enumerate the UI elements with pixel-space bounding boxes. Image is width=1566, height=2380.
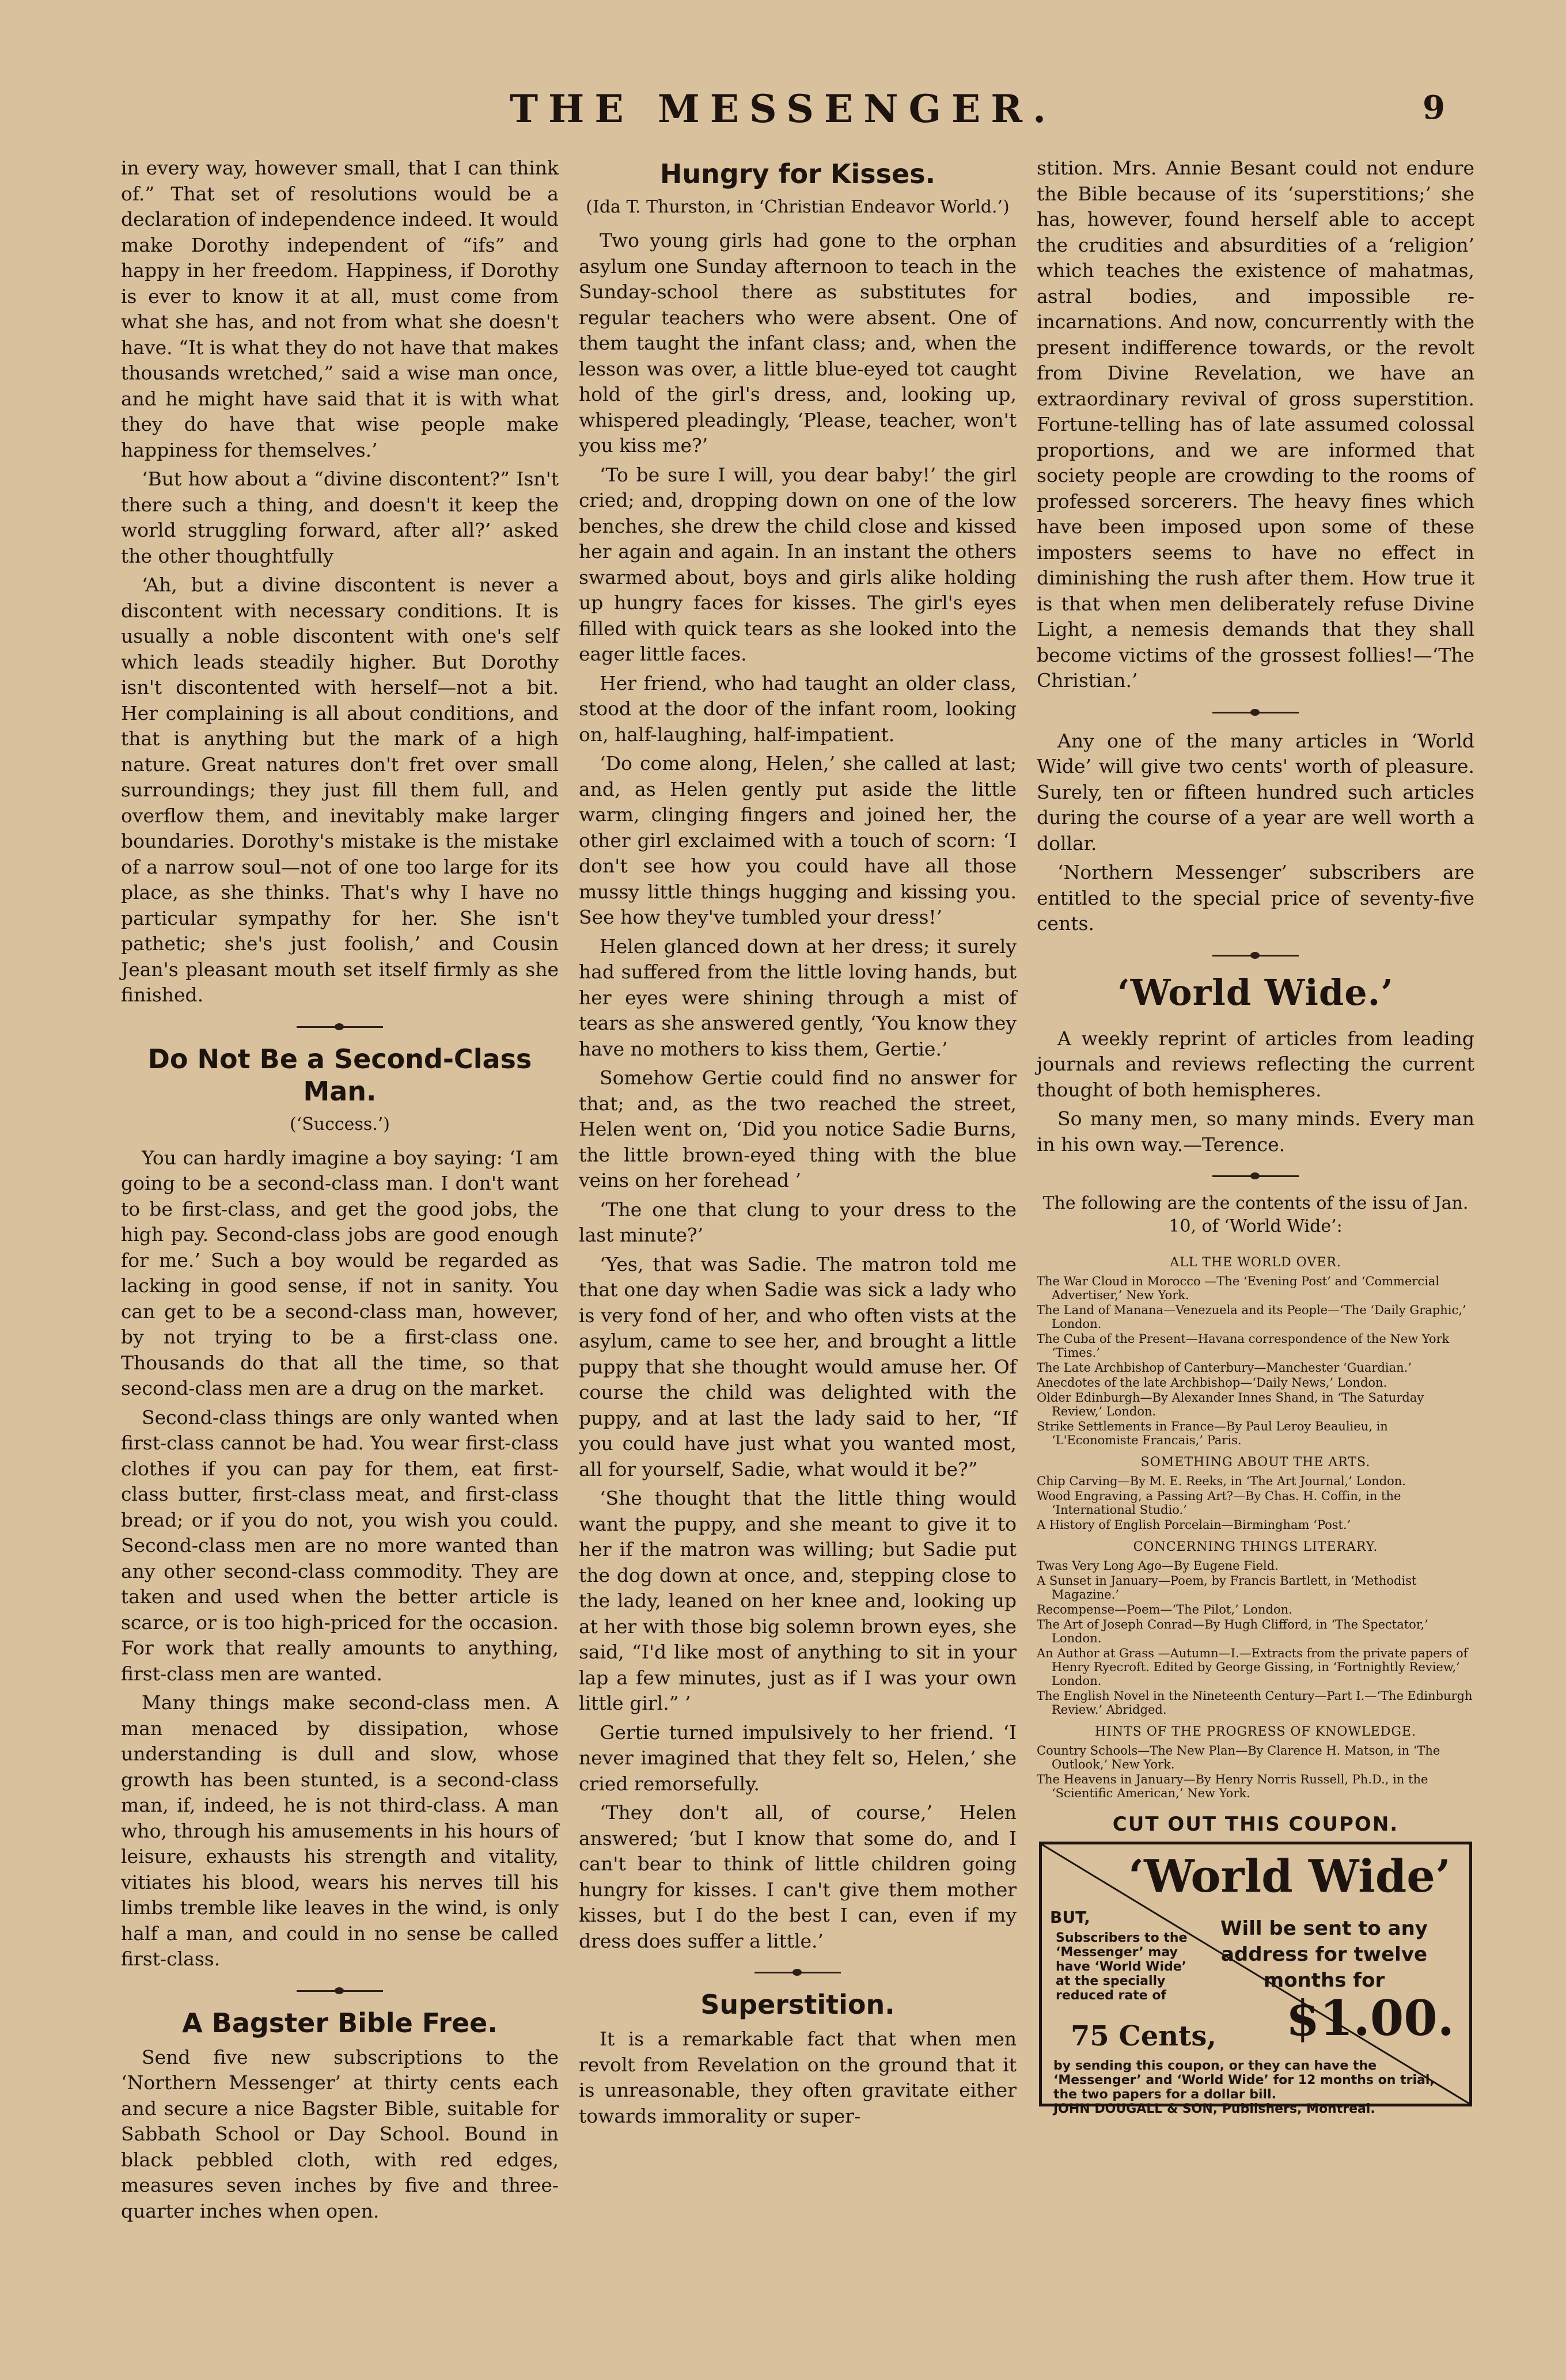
contents-section — [1037, 1725, 1474, 1800]
coupon-reduced-price: 75 Cents, — [1071, 2020, 1217, 2052]
contents-section-title: CONCERNING THINGS LITERARY. — [1133, 1540, 1378, 1554]
article-paragraph: Helen glanced down at her dress; it surely had suffered from the little loving hands, but her eyes were shining through a mist of tears as she answered gently, ‘You know they have no mothers to kiss them, Gertie.’ — [579, 935, 1017, 1060]
contents-item: Strike Settlements in France—By Paul Leroy Beaulieu, in ‘L'Economiste Francais,’ Paris. — [1037, 1419, 1388, 1447]
article-paragraph: Gertie turned impulsively to her friend. ‘I never imagined that they felt so, Helen,’ she cried remorsefully. — [579, 1721, 1017, 1795]
article-heading-second-class: Do Not Be a Second-Class Man. — [147, 1043, 532, 1107]
contents-item: Wood Engraving, a Passing Art?—By Chas. H. Coffin, in the ‘International Studio.’ — [1037, 1489, 1401, 1517]
contents-item: A Sunset in January—Poem, by Francis Bartlett, in ‘Methodist Magazine.’ — [1037, 1574, 1417, 1601]
masthead-title: THE MESSENGER. — [509, 86, 1057, 131]
column-1 — [121, 155, 559, 2280]
article-heading-superstition: Superstition. — [700, 1989, 895, 2020]
contents-section-title: SOMETHING ABOUT THE ARTS. — [1140, 1455, 1371, 1470]
coupon-subscribers-text: Subscribers to the ‘Messenger’ may have ‘World Wide’ at the specially reduced rate of — [1056, 1931, 1188, 2003]
article-paragraph: ‘She thought that the little thing would want the puppy, and she meant to give it to her if the matron was willing; but Sadie put the dog down at once, and, stepping close to the lady, leaned on her knee and, looking up at her with those big solemn brown eyes, she said, “I'd like most of anything to sit in your lap a few minutes, just as if I was your own little girl.” ’ — [579, 1487, 1017, 1714]
article-paragraph: ‘Yes, that was Sadie. The matron told me that one day when Sadie was sick a lady who is very fond of her, and who often vists at the asylum, came to see her, and brought a little puppy that she thought would amuse her. Of course the child was delighted with the puppy, and at last the lady said to her, “If you could have just what you wanted most, all for yourself, Sadie, what would it be?” — [579, 1252, 1017, 1481]
contents-item: Anecdotes of the late Archbishop—‘Daily News,’ London. — [1037, 1376, 1387, 1390]
article-paragraph: Many things make second-class men. A man menaced by dissipation, whose understanding is dull and slow, whose growth has been stunted, is a second-class man, if, indeed, he is not third-class. A man who, through his amusements in his hours of leisure, exhausts his strength and vitality, vitiates his blood, wears his nerves till his limbs tremble like leaves in the wind, is only half a man, and could in no sense be called first-class. — [121, 1691, 559, 1970]
article-paragraph: Somehow Gertie could find no answer for that; and, as the two reached the street, Helen went on, ‘Did you notice Sadie Burns, the little brown-eyed thing with the blue veins on her forehead ’ — [579, 1066, 1017, 1191]
section-divider — [297, 1023, 383, 1030]
contents-item: A History of English Porcelain—Birmingham ‘Post.’ — [1037, 1518, 1351, 1532]
section-divider — [1212, 1172, 1299, 1179]
contents-intro: The following are the contents of the issu of Jan. 10, of ‘World Wide’: — [1042, 1193, 1469, 1236]
contents-item: The Art of Joseph Conrad—By Hugh Clifford, in ‘The Spectator,’ London. — [1037, 1618, 1428, 1645]
contents-item: The Land of Manana—Venezuela and its People—‘The ‘Daily Graphic,’ London. — [1037, 1303, 1466, 1331]
article-source: (‘Success.’) — [289, 1114, 390, 1134]
article-paragraph: Two young girls had gone to the orphan asylum one Sunday afternoon to teach in the Sunday-school there as substitutes for regular teachers who were absent. One of them taught the infant class; and, when the lesson was over, a little blue-eyed tot caught hold of the girl's dress, and, looking up, whispered pleadingly, ‘Please, teacher, won't you kiss me?’ — [579, 229, 1017, 457]
contents-item: An Author at Grass —Autumn—I.—Extracts from the private papers of Henry Ryecroft. Edited by George Gissing, in ‘Fortnightly Review,’ London. — [1037, 1646, 1468, 1688]
article-paragraph: in every way, however small, that I can think of.” That set of resolutions would be a declaration of independence indeed. It would make Dorothy independent of “ifs” and happy in her freedom. Happiness, if Dorothy is ever to know it at all, must come from what she has, and not from what she doesn't have. “It is what they do not have that makes thousands wretched,” said a wise man once, and he might have said that it is with what they do have that wise people make happiness for themselves.’ — [121, 157, 559, 461]
article-heading-bagster: A Bagster Bible Free. — [182, 2007, 498, 2039]
contents-item: Country Schools—The New Plan—By Clarence H. Matson, in ‘The Outlook,’ New York. — [1037, 1744, 1440, 1771]
contents-item: The War Cloud in Morocco —The ‘Evening Post’ and ‘Commercial Advertiser,’ New York. — [1037, 1274, 1440, 1302]
section-divider — [754, 1969, 841, 1976]
notice-paragraph: Any one of the many articles in ‘World Wide’ will give two cents' worth of pleasure. Surely, ten or fifteen hundred such articles during the course of a year are well worth a dollar. — [1037, 729, 1474, 855]
article-paragraph: Second-class things are only wanted when first-class cannot be had. You wear first-class clothes if you can pay for them, eat first-class butter, first-class meat, and first-class bread; or if you do not, you wish you could. Second-class men are no more wanted than any other second-class commodity. They are taken and used when the better article is scarce, or is too high-priced for the occasion. For work that really amounts to anything, first-class men are wanted. — [121, 1406, 559, 1685]
world-wide-heading: ‘World Wide.’ — [1117, 971, 1394, 1014]
section-divider — [1212, 709, 1299, 716]
section-divider — [1212, 952, 1299, 959]
article-paragraph: ‘Do come along, Helen,’ she called at last; and, as Helen gently put aside the little warm, clinging fingers and joined her, the other girl exclaimed with a touch of scorn: ‘I don't see how you could have all those mussy little things hugging and kissing you. See how they've tumbled your dress!’ — [579, 752, 1017, 928]
contents-section-title: HINTS OF THE PROGRESS OF KNOWLEDGE. — [1095, 1725, 1416, 1739]
article-paragraph: Send five new subscriptions to the ‘Northern Messenger’ at thirty cents each and secure a nice Bagster Bible, suitable for Sabbath School or Day School. Bound in black pebbled cloth, with red edges, measures seven inches by five and three-quarter inches when open. — [121, 2045, 559, 2222]
world-wide-coupon[interactable] — [1039, 1842, 1472, 2116]
contents-section — [1037, 1255, 1474, 1447]
contents-section — [1037, 1455, 1474, 1532]
coupon-title: ‘World Wide’ — [1128, 1850, 1451, 1903]
contents-item: Older Edinburgh—By Alexander Innes Shand, in ‘The Saturday Review,’ London. — [1037, 1391, 1424, 1418]
coupon-offer-text: Will be sent to any address for twelve months for — [1220, 1917, 1428, 1992]
contents-item: The Late Archbishop of Canterbury—Manchester ‘Guardian.’ — [1037, 1361, 1412, 1375]
article-paragraph: It is a remarkable fact that when men revolt from Revelation on the ground that it is unreasonable, they often gravitate either towards immorality or super- — [579, 2028, 1017, 2127]
world-wide-paragraph: A weekly reprint of articles from leading journals and reviews reflecting the current thought of both hemispheres. — [1037, 1027, 1474, 1101]
contents-item: Twas Very Long Ago—By Eugene Field. — [1037, 1559, 1279, 1573]
article-paragraph: ‘Ah, but a divine discontent is never a discontent with necessary conditions. It is usually a noble discontent with one's self which leads steadily higher. But Dorothy isn't discontented with herself—not a bit. Her complaining is all about conditions, and that is anything but the mark of a high nature. Great natures don't fret over small surroundings; they just fill them full, and overflow them, and inevitably make larger boundaries. Dorothy's mistake is the mistake of a narrow soul—not of one too large for its place, as she thinks. That's why I have no particular sympathy for her. She isn't pathetic; she's just foolish,’ and Cousin Jean's pleasant mouth set itself firmly as she finished. — [121, 574, 559, 1006]
article-paragraph: ‘To be sure I will, you dear baby!’ the girl cried; and, dropping down on one of the low benches, she drew the child close and kissed her again and again. In an instant the others swarmed about, boys and girls alike holding up hungry faces for kisses. The girl's eyes filled with quick tears as she looked into the eager little faces. — [579, 463, 1017, 665]
article-paragraph: stition. Mrs. Annie Besant could not endure the Bible because of its ‘superstitions;’ she has, however, found herself able to accept the crudities and absurdities of a ‘religion’ which teaches the existence of mahatmas, astral bodies, and impossible re-incarnations. And now, concurrently with the present indifference towards, or the revolt from Divine Revelation, we have an extraordinary revival of gross superstition. Fortune-telling has of late assumed colossal proportions, and we are informed that society people are crowding to the rooms of professed sorcerers. The heavy fines which have been imposed upon some of these imposters seems to have no effect in diminishing the rush after them. How true it is that when men deliberately refuse Divine Light, a nemesis demands that they shall become victims of the grossest follies!—‘The Christian.’ — [1037, 157, 1474, 692]
contents-item: The Heavens in January—By Henry Norris Russell, Ph.D., in the ‘Scientific American,’ New York. — [1037, 1772, 1428, 1800]
coupon-price: $1.00. — [1286, 1990, 1454, 2047]
section-divider — [297, 1987, 383, 1994]
article-paragraph: ‘But how about a “divine discontent?” Isn't there such a thing, and doesn't it keep the world struggling forward, after all?’ asked the other thoughtfully — [121, 468, 559, 567]
coupon-sending-text: by sending this coupon, or they can have the ‘Messenger’ and ‘World Wide’ for 12 months on trial, the two papers for a dollar bill. — [1053, 2059, 1435, 2102]
contents-item: Chip Carving—By M. E. Reeks, in ‘The Art Journal,’ London. — [1037, 1474, 1406, 1488]
column-2 — [579, 155, 1017, 2280]
contents-item: The Cuba of the Present—Havana correspondence of the New York ‘Times.’ — [1037, 1332, 1450, 1360]
coupon-but: BUT, — [1050, 1908, 1090, 1927]
article-source: (Ida T. Thurston, in ‘Christian Endeavor World.’) — [586, 197, 1010, 217]
article-paragraph: ‘They don't all, of course,’ Helen answered; ‘but I know that some do, and I can't bear to think of little children going hungry for kisses. I can't give them mother kisses, but I do the best I can, even if my dress does suffer a little.’ — [579, 1801, 1017, 1952]
column-3 — [1037, 155, 1474, 2280]
article-paragraph: ‘The one that clung to your dress to the last minute?’ — [579, 1198, 1017, 1246]
contents-item: The English Novel in the Nineteenth Century—Part I.—‘The Edinburgh Review.’ Abridged. — [1037, 1689, 1473, 1717]
contents-item: Recompense—Poem—‘The Pilot,’ London. — [1037, 1603, 1292, 1616]
masthead — [0, 86, 1566, 138]
article-paragraph: You can hardly imagine a boy saying: ‘I am going to be a second-class man. I don't want to be first-class, and get the good jobs, the high pay. Second-class jobs are good enough for me.’ Such a boy would be regarded as lacking in good sense, if not in sanity. You can get to be a second-class man, however, by not trying to be a first-class one. Thousands do that all the time, so that second-class men are a drug on the market. — [121, 1146, 559, 1399]
page-number: 9 — [1423, 89, 1445, 127]
article-paragraph: Her friend, who had taught an older class, stood at the door of the infant room, looking on, half-laughing, half-impatient. — [579, 671, 1017, 746]
coupon-publisher: JOHN DOUGALL & SON, Publishers, Montreal. — [1053, 2102, 1375, 2116]
article-heading-hungry: Hungry for Kisses. — [659, 158, 936, 189]
contents-section — [1037, 1540, 1474, 1717]
coupon-instructions — [1053, 2059, 1457, 2116]
contents-section-title: ALL THE WORLD OVER. — [1170, 1255, 1341, 1270]
coupon-header: CUT OUT THIS COUPON. — [1112, 1813, 1399, 1836]
notice-paragraph: ‘Northern Messenger’ subscribers are entitled to the special price of seventy-five cents. — [1037, 861, 1474, 935]
world-wide-paragraph: So many men, so many minds. Every man in his own way.—Terence. — [1037, 1107, 1474, 1156]
